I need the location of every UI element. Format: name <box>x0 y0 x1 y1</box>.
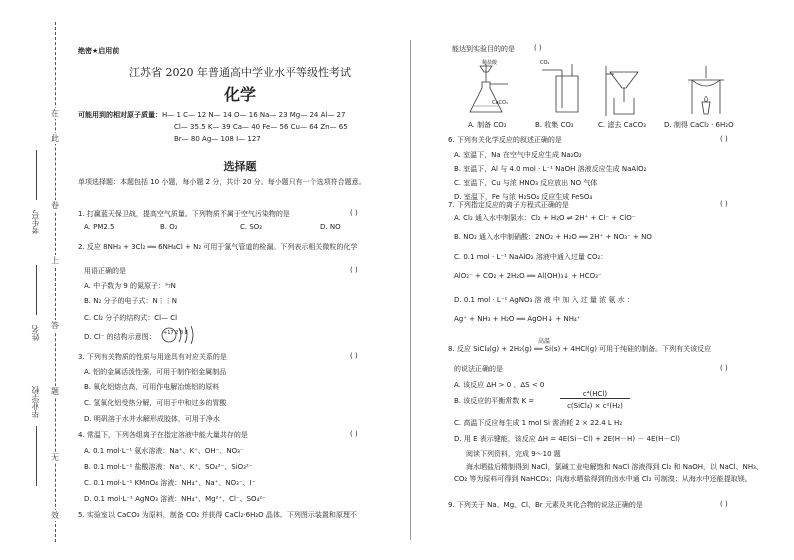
apparatus-a-flask <box>462 62 522 118</box>
question-2-cont: 用语正确的是 <box>84 267 126 275</box>
option: C. Cl₂ 分子的结构式：Cl— Cl <box>84 314 178 322</box>
option: C. 高温下反应每生成 1 mol Si 需消耗 2 × 22.4 L H₂ <box>454 419 623 427</box>
question-7: 7. 下列指定反应的离子方程式正确的是 <box>448 201 569 209</box>
option: D. 室温下，Fe 与浓 H₂SO₄ 反应生成 FeSO₄ <box>454 193 593 201</box>
fraction-denominator: c(SiCl₄) × c²(H₂) <box>567 402 623 410</box>
question-6: 6. 下列有关化学反应的叙述正确的是 <box>448 136 562 144</box>
option: A. Cl₂ 通入水中制氯水：Cl₂ + H₂O ⇌ 2H⁺ + Cl⁻ + ClO⁻ <box>454 214 636 222</box>
field-name: 姓名 <box>31 325 40 341</box>
margin-char: 上 <box>51 256 59 265</box>
fig-label: CaCO₃ <box>492 100 508 106</box>
field-school: 毕业学校 <box>31 386 40 418</box>
option: C. SO₂ <box>240 223 263 231</box>
option: C. 氢氧化铝受热分解，可用于中和过多的胃酸 <box>84 399 227 407</box>
option: D. Cl⁻ 的结构示意图： <box>84 333 156 341</box>
option: D. NO <box>320 223 341 231</box>
fig-label: CO₂ <box>540 60 550 66</box>
option: A. PM2.5 <box>84 223 115 231</box>
option: B. O₂ <box>160 223 178 231</box>
question-5: 5. 实验室以 CaCO₃ 为原料，制备 CO₂ 并获得 CaCl₂·6H₂O 晶体。下列图示装置和原理不 <box>78 511 357 519</box>
apparatus-d-evaporation <box>676 62 736 118</box>
option: D. 0.1 mol · L⁻¹ AgNO₃ 溶 液 中 加 入 过 量 浓 氨 水 ： <box>454 296 634 304</box>
field-exam-number: 考生号 <box>31 210 40 234</box>
answer-paren[interactable]: ( ) <box>720 364 728 372</box>
answer-paren[interactable]: ( ) <box>720 200 728 208</box>
option: B. N₂ 分子的电子式：N⋮⋮N <box>84 297 177 305</box>
option: A. 铝的金属活泼性强，可用于制作铝金属制品 <box>84 368 227 376</box>
option: D. 0.1 mol·L⁻¹ AgNO₃ 溶液：NH₄⁺、Mg²⁺、Cl⁻、SO₄²⁻ <box>84 495 266 503</box>
question-5-cont: 能达到实验目的的是 <box>452 45 515 53</box>
fig-label: 稀盐酸 <box>482 60 498 66</box>
option: B. 收集 CO₂ <box>535 121 574 129</box>
margin-char: 效 <box>51 511 59 520</box>
atomic-line: Cl— 35.5 K— 39 Ca— 40 Fe— 56 Cu— 64 Zn— 65 <box>174 123 348 131</box>
question-1: 1. 打赢蓝天保卫战，提高空气质量。下列物质不属于空气污染物的是 <box>78 210 290 218</box>
margin-char: 题 <box>51 387 59 396</box>
option: D. 制得 CaCl₂ · 6H₂O <box>664 121 734 129</box>
option: D. 用 E 表示键能，该反应 ΔH = 4E(Si－Cl) + 2E(H－H) － 4E(H－Cl) <box>454 435 680 443</box>
question-9: 9. 下列关于 Na、Mg、Cl、Br 元素及其化合物的说法正确的是 <box>448 501 643 509</box>
question-8-cont: 的说法正确的是 <box>454 365 503 373</box>
answer-paren[interactable]: ( ) <box>350 352 358 360</box>
option: B. NO₂ 通入水中制硝酸：2NO₂ + H₂O ══ 2H⁺ + NO₃⁻ + NO <box>454 233 652 241</box>
atomic-line: Br— 80 Ag— 108 I— 127 <box>174 135 261 143</box>
question-3: 3. 下列有关物质的性质与用途具有对应关系的是 <box>78 353 227 361</box>
question-4: 4. 常温下，下列各组离子在指定溶液中能大量共存的是 <box>78 431 248 439</box>
apparatus-b-gas-bottle <box>540 62 590 118</box>
option: C. 滤去 CaCO₃ <box>598 121 646 129</box>
option: B. 该反应的平衡常数 K = <box>454 397 535 405</box>
option: A. 制备 CO₂ <box>468 121 507 129</box>
option: B. 0.1 mol·L⁻¹ 盐酸溶液：Na⁺、K⁺、SO₄²⁻、SiO₃²⁻ <box>84 463 253 471</box>
answer-paren[interactable]: ( ) <box>350 266 358 274</box>
section-title: 选择题 <box>223 160 257 173</box>
field-school-line[interactable] <box>36 426 37 486</box>
secret-label: 绝密★启用前 <box>78 47 120 55</box>
margin-char: 答 <box>51 321 59 330</box>
option-cont: AlO₂⁻ + CO₂ + 2H₂O ══ Al(OH)₃↓ + HCO₃⁻ <box>454 272 602 280</box>
option-cont: Ag⁺ + NH₃ + H₂O ══ AgOH↓ + NH₄⁺ <box>454 315 581 323</box>
option: A. 0.1 mol·L⁻¹ 氨水溶液：Na⁺、K⁺、OH⁻、NO₃⁻ <box>84 447 244 455</box>
question-8: 8. 反应 SiCl₄(g) + 2H₂(g) ══ Si(s) + 4HCl(g) 可用于纯硅的制备。下列有关该反应 <box>448 345 712 353</box>
option: D. 明矾溶于水并水解形成胶体，可用于净水 <box>84 415 220 423</box>
fraction-numerator: c⁴(HCl) <box>560 390 630 399</box>
option: A. 室温下，Na 在空气中反应生成 Na₂O₂ <box>454 151 582 159</box>
option: B. 氧化铝熔点高，可用作电解冶炼铝的原料 <box>84 383 220 391</box>
margin-char: 无 <box>51 453 59 462</box>
option: C. 0.1 mol·L⁻¹ KMnO₄ 溶液：NH₄⁺、Na⁺、NO₃⁻、I⁻ <box>84 479 256 487</box>
answer-paren[interactable]: ( ) <box>720 135 728 143</box>
option: C. 室温下，Cu 与浓 HNO₃ 反应放出 NO 气体 <box>454 179 598 187</box>
binding-dashed-line <box>55 22 56 542</box>
reading-passage: 海水晒盐后精制得到 NaCl，氯碱工业电解饱和 NaCl 溶液得到 Cl₂ 和 NaOH，以 NaCl、NH₃、CO₂ 等为原料可得到 NaHCO₃；向海水晒盐得到的卤水中通 Cl₂ 可制溴；从海水中还能提取镁。 <box>454 463 763 483</box>
margin-char: 在 <box>51 109 59 118</box>
apparatus-c-filter <box>600 62 650 118</box>
field-exam-number-line[interactable] <box>36 150 37 200</box>
option: C. 0.1 mol · L⁻¹ NaAlO₂ 溶液中通入过量 CO₂： <box>454 253 608 261</box>
answer-paren[interactable]: ( ) <box>720 500 728 508</box>
option: B. 室温下，Al 与 4.0 mol · L⁻¹ NaOH 溶液反应生成 NaAlO₂ <box>454 165 647 173</box>
answer-paren[interactable]: ( ) <box>350 430 358 438</box>
atomic-masses <box>78 109 398 145</box>
question-2: 2. 反应 8NH₃ + 3Cl₂ ══ 6NH₄Cl + N₂ 可用于氯气管道的检漏。下列表示相关微粒的化学 <box>78 243 358 251</box>
margin-char: 卷 <box>51 201 59 210</box>
option: A. 该反应 ΔH > 0 、ΔS < 0 <box>454 381 545 389</box>
instructions: 单项选择题：本题包括 10 小题，每小题 2 分，共计 20 分。每小题只有一个选项符合题意。 <box>78 178 366 186</box>
column-divider <box>410 40 411 540</box>
atomic-line: H— 1 C— 12 N— 14 O— 16 Na— 23 Mg— 24 Al— 27 <box>162 111 346 119</box>
margin-char: 此 <box>51 134 59 143</box>
answer-paren[interactable]: ( ) <box>350 209 358 217</box>
atomic-label: 可能用到的相对原子质量： <box>78 111 162 119</box>
exam-title: 江苏省 2020 年普通高中学业水平等级性考试 <box>129 66 351 79</box>
subject-title: 化学 <box>223 85 256 104</box>
reading-title: 阅读下列资料，完成 9～10 题 <box>466 450 561 458</box>
reaction-condition: 高温 <box>538 338 551 345</box>
answer-paren[interactable]: ( ) <box>534 44 542 52</box>
field-name-line[interactable] <box>36 265 37 315</box>
option: A. 中子数为 9 的氮原子：⁹₇N <box>84 282 176 290</box>
chloride-ion-label: +17 2 8 8 <box>163 330 188 336</box>
